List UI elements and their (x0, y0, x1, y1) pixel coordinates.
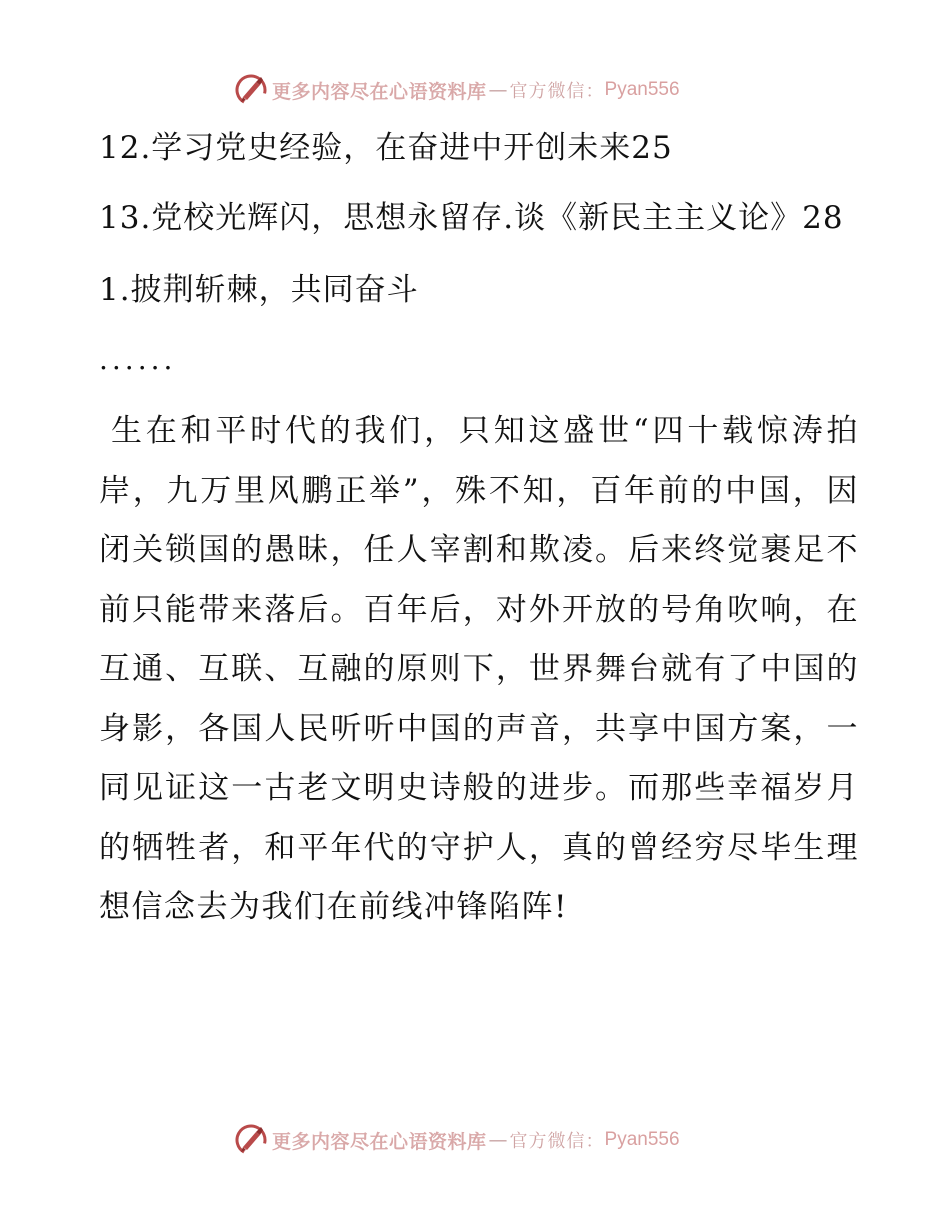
banner-brand-text: 更多内容尽在心语资料库 (272, 1130, 487, 1153)
quill-pen-logo-icon (234, 1123, 268, 1157)
banner-wechat-label: 官方微信： (509, 81, 605, 102)
footer-watermark-banner (234, 1120, 680, 1160)
banner-wechat-label: 官方微信： (509, 1131, 605, 1152)
section-ellipsis: ...... (99, 343, 177, 376)
banner-brand-text: 更多内容尽在心语资料库 (272, 80, 487, 103)
toc-entry-13: 13.党校光辉闪，思想永留存.谈《新民主主义论》28 (99, 200, 844, 236)
banner-dash: — (488, 79, 508, 101)
document-body (99, 118, 859, 938)
quill-pen-logo-icon (234, 73, 268, 107)
banner-wechat-handle: Pyan556 (604, 79, 680, 100)
body-paragraph: 生在和平时代的我们，只知这盛世“四十载惊涛拍岸，九万里风鹏正举”，殊不知，百年前的中国，因闭关锁国的愚昧，任人宰割和欺凌。后来终觉裹足不前只能带来落后。百年后，对外开放的号角吹响，在互通、互联、互融的原则下，世界舞台就有了中国的身影，各国人民听听中国的声音，共享中国方案，一同见证这一古老文明史诗般的进步。而那些幸福岁月的牺牲者，和平年代的守护人，真的曾经穷尽毕生理想信念去为我们在前线冲锋陷阵! (99, 413, 859, 925)
banner-wechat-handle: Pyan556 (604, 1129, 680, 1150)
banner-dash: — (488, 1129, 508, 1151)
toc-entry-12: 12.学习党史经验，在奋进中开创未来25 (99, 130, 673, 166)
header-watermark-banner (234, 70, 680, 110)
section-heading: 1.披荆斩棘，共同奋斗 (99, 272, 419, 308)
